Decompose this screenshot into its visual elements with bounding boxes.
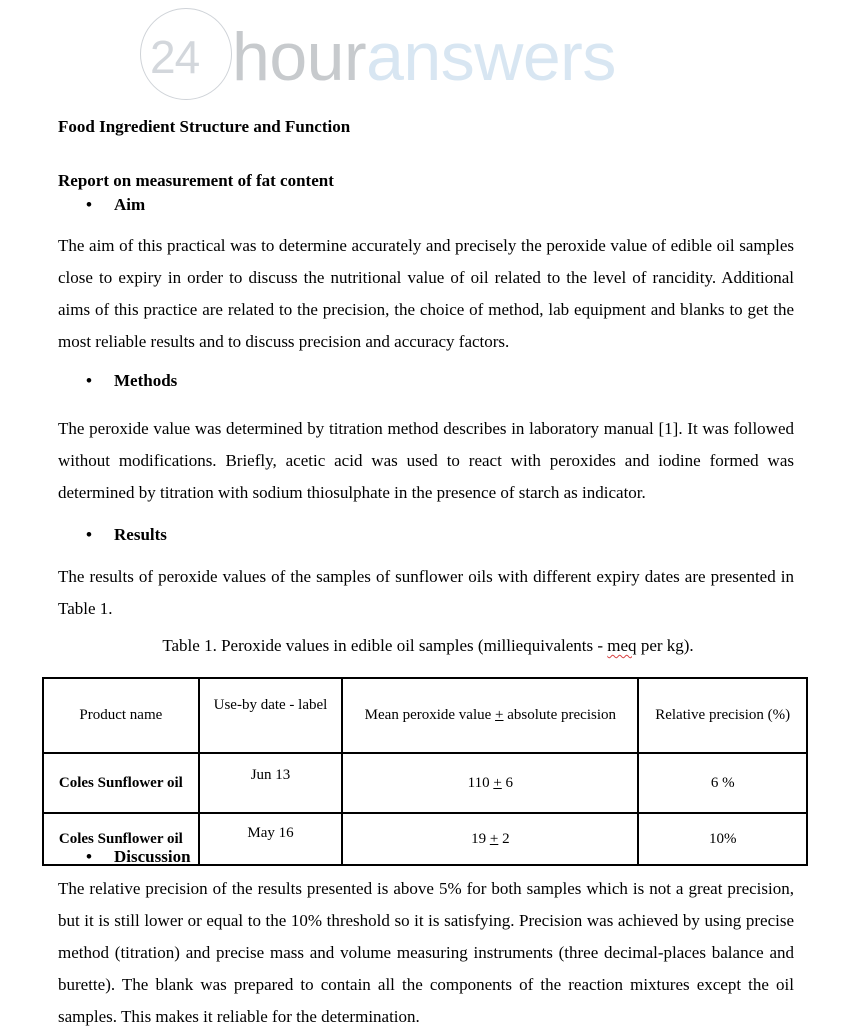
cell-relative: 6 % (638, 753, 807, 813)
plus-minus-symbol: + (489, 830, 499, 847)
cell-product: Coles Sunflower oil (43, 753, 199, 813)
cell-date: May 16 (199, 813, 343, 865)
section-heading-results (86, 525, 167, 545)
header-use-by-date: Use-by date - label (199, 678, 343, 753)
cell-product: Coles Sunflower oil (43, 813, 199, 865)
methods-heading-text: Methods (114, 371, 178, 390)
results-heading-text: Results (114, 525, 167, 544)
caption-text-after: per kg). (636, 636, 694, 655)
report-title: Report on measurement of fat content (58, 171, 334, 190)
mean-value: 19 (471, 830, 490, 847)
bullet-icon: • (86, 525, 92, 544)
discussion-heading-text: Discussion (114, 847, 191, 866)
precision-value: 2 (498, 830, 510, 847)
logo-watermark (140, 8, 700, 100)
section-heading-discussion (86, 847, 191, 867)
cell-mean (342, 753, 638, 813)
caption-spellcheck-word: meq (607, 636, 637, 655)
mean-value: 110 (467, 774, 494, 791)
peroxide-table (42, 677, 808, 866)
section-heading-methods (86, 371, 177, 391)
document-title: Food Ingredient Structure and Function (58, 117, 351, 136)
caption-text-before: Table 1. Peroxide values in edible oil samples (milliequivalents - (162, 636, 608, 655)
plus-minus-symbol: + (493, 774, 502, 791)
precision-value: 6 (501, 774, 514, 791)
discussion-paragraph: The relative precision of the results presented is above 5% for both samples which is not a great precision, but it is still lower or equal to the 10% threshold so it is satisfying. Precision was achieved by using precise method (titration) and precise mass and volume measuring instruments (three decimal-places balance and burette). The blank was prepared to contain all the components of the reaction mixtures except the oil samples. This makes it reliable for the determination. (58, 879, 794, 1026)
bullet-icon: • (86, 195, 92, 214)
table-caption (0, 636, 856, 656)
header-relative-precision: Relative precision (%) (638, 678, 807, 753)
table-header-row (43, 678, 807, 753)
logo-word-part1: hour (232, 19, 367, 95)
aim-paragraph: The aim of this practical was to determine accurately and precisely the peroxide value of edible oil samples close to expiry in order to discuss the nutritional value of oil related to the level of rancidity. Additional aims of this practice are related to the precision, the choice of method, lab equipment and blanks to get the most reliable results and to discuss precision and accuracy factors. (58, 236, 794, 351)
bullet-icon: • (86, 847, 92, 866)
cell-relative: 10% (638, 813, 807, 865)
header-mean-peroxide (342, 678, 638, 753)
logo-word (232, 19, 616, 95)
cell-mean (342, 813, 638, 865)
methods-paragraph: The peroxide value was determined by titration method describes in laboratory manual [1]. It was followed without modifications. Briefly, acetic acid was used to react with peroxides and iodine formed was determined by titration with sodium thiosulphate in the presence of starch as indicator. (58, 419, 794, 502)
header-product-name: Product name (43, 678, 199, 753)
section-heading-aim (86, 195, 145, 215)
table-row (43, 753, 807, 813)
logo-word-part2: answers (366, 19, 616, 95)
plus-minus-symbol: + (495, 707, 504, 723)
header-mean-text: Mean peroxide value (364, 707, 496, 723)
header-precision-text: absolute precision (503, 707, 616, 723)
bullet-icon: • (86, 371, 92, 390)
results-paragraph: The results of peroxide values of the samples of sunflower oils with different expiry dates are presented in Table 1. (58, 567, 794, 618)
logo-number: 24 (150, 31, 200, 83)
cell-date: Jun 13 (199, 753, 343, 813)
aim-heading-text: Aim (114, 195, 146, 214)
